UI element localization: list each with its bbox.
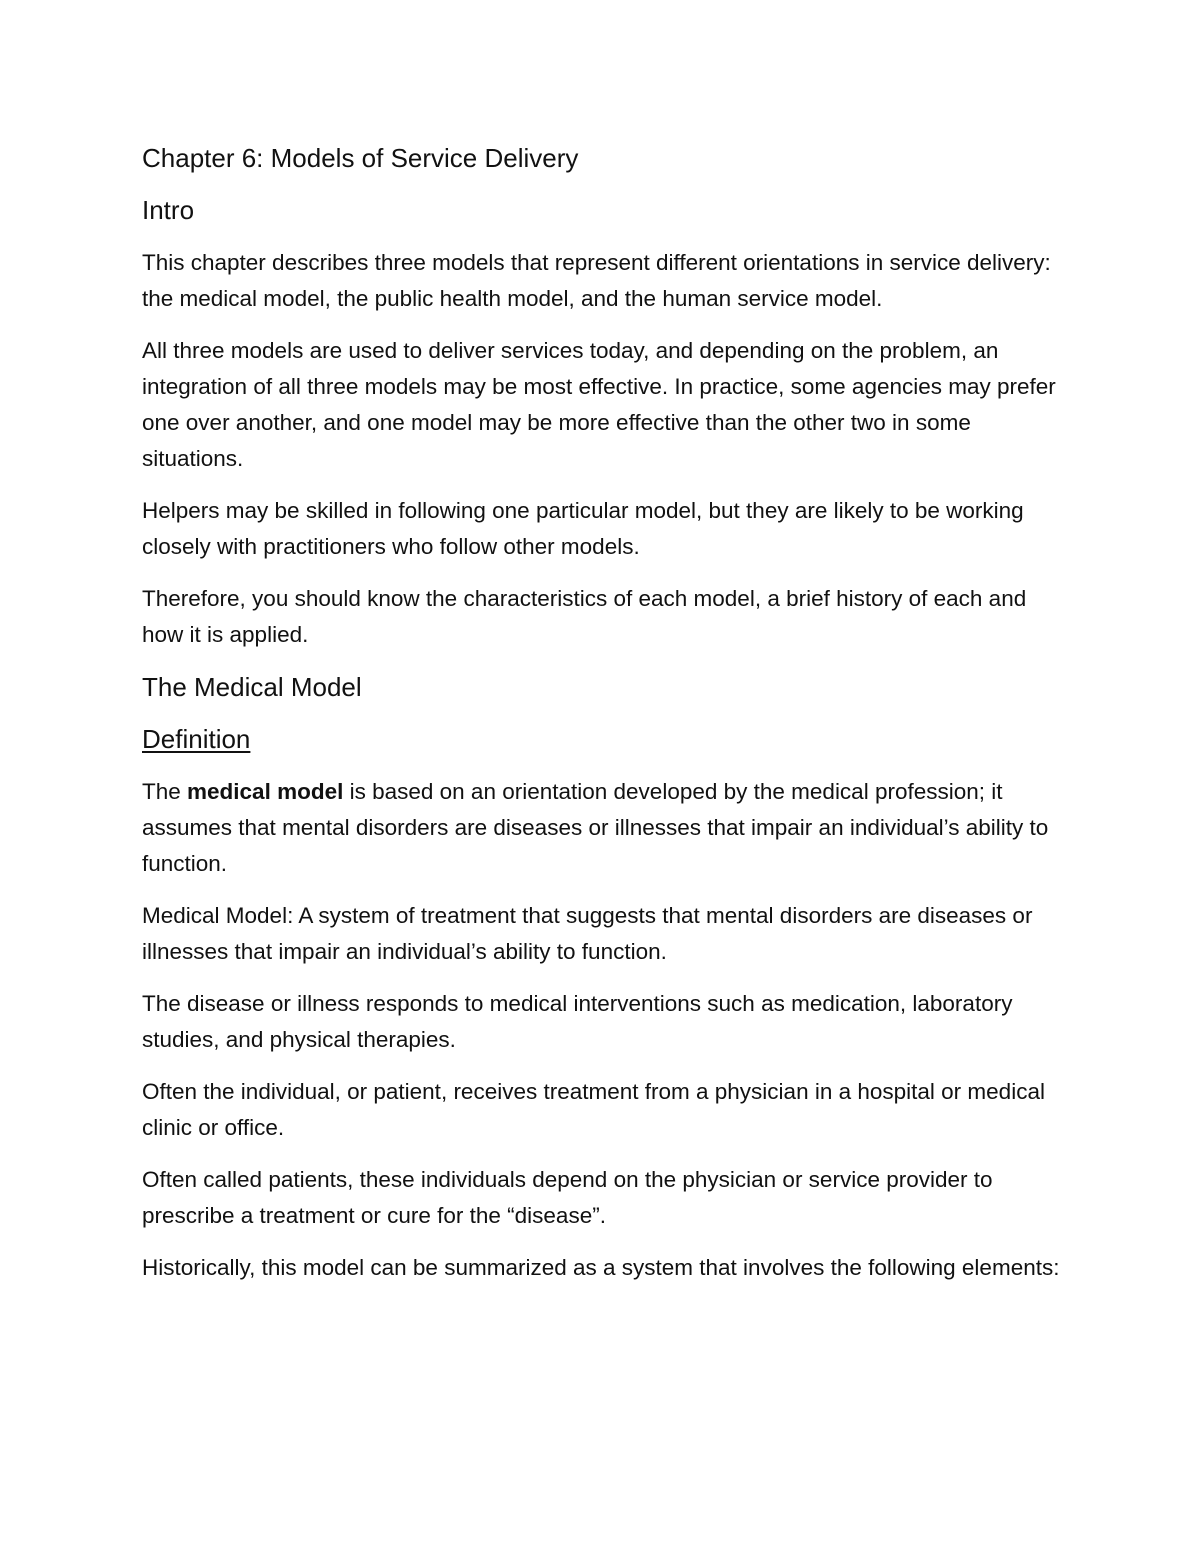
definition-suffix: is based on an orientation developed by the medical profession; it assumes that mental disorders are diseases or illnesses that impair an individual’s ability to function. (142, 778, 1049, 876)
document-content (142, 140, 1062, 1302)
definition-heading: Definition (142, 724, 251, 755)
medical-paragraph-5: Historically, this model can be summarized as a system that involves the following elements: (142, 1254, 1060, 1280)
definition-paragraph (142, 774, 1062, 882)
intro-paragraph-4: Therefore, you should know the characteristics of each model, a brief history of each and how it is applied. (142, 585, 1027, 647)
definition-prefix: The (142, 778, 188, 804)
chapter-title: Chapter 6: Models of Service Delivery (142, 143, 579, 173)
medical-model-heading: The Medical Model (142, 671, 362, 702)
medical-paragraph-4: Often called patients, these individuals depend on the physician or service provider to prescribe a treatment or cure for the “disease”. (142, 1166, 993, 1228)
medical-paragraph-1: Medical Model: A system of treatment that suggests that mental disorders are diseases or illnesses that impair an individual’s ability to function. (142, 902, 1033, 964)
intro-heading: Intro (142, 195, 195, 226)
definition-bold-term: medical model (187, 778, 344, 804)
intro-paragraph-3: Helpers may be skilled in following one particular model, but they are likely to be working closely with practitioners who follow other models. (142, 497, 1024, 559)
medical-paragraph-3: Often the individual, or patient, receives treatment from a physician in a hospital or medical clinic or office. (142, 1078, 1045, 1140)
medical-paragraph-2: The disease or illness responds to medical interventions such as medication, laboratory studies, and physical therapies. (142, 990, 1013, 1052)
intro-paragraph-2: All three models are used to deliver services today, and depending on the problem, an integration of all three models may be most effective. In practice, some agencies may prefer one over another, and one model may be more effective than the other two in some situations. (142, 337, 1056, 471)
intro-paragraph-1: This chapter describes three models that represent different orientations in service delivery: the medical model, the public health model, and the human service model. (142, 249, 1051, 311)
